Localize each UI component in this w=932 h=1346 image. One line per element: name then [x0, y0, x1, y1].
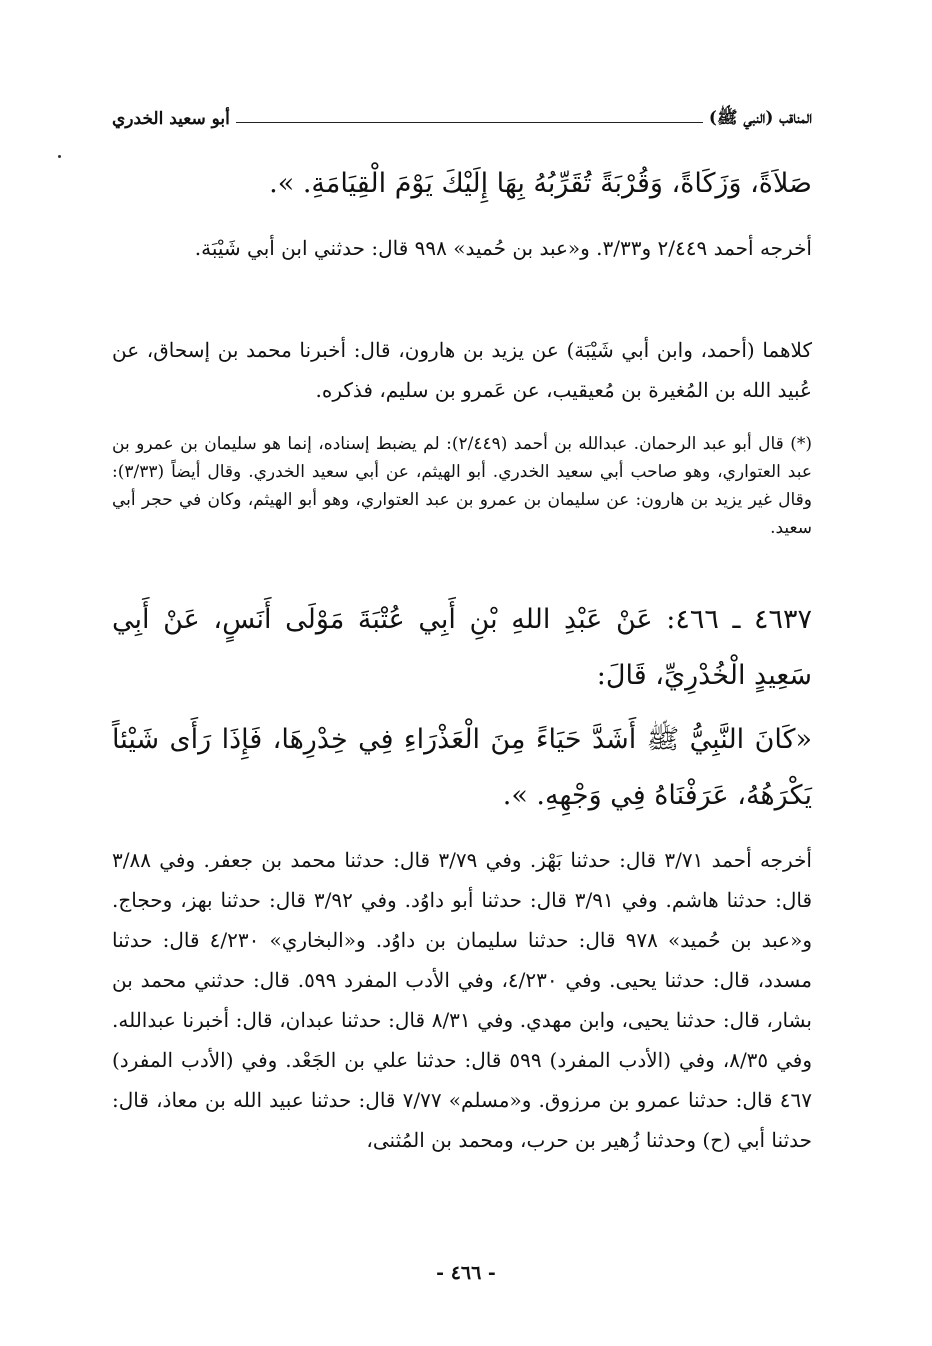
takhrij-paragraph-2: أخرجه أحمد ٣/٧١ قال: حدثنا بَهْز. وفي ٣/٧٩ قال: حدثنا محمد بن جعفر. وفي ٣/٨٨ قال: حدثنا هاشم. وفي ٣/٩١ قال: حدثنا أبو داوُد. وفي ٣/٩٢ قال: حدثنا بهز، وحجاج. و«عبد بن حُميد» ٩٧٨ قال: حدثنا سليمان بن داوُد. و«البخاري» ٤/٢٣٠ قال: حدثنا مسدد، قال: حدثنا يحيى. وفي ٤/٢٣٠، وفي الأدب المفرد ٥٩٩. قال: حدثني محمد بن بشار، قال: حدثنا يحيى، وابن مهدي. وفي ٨/٣١ قال: حدثنا عبدان، قال: أخبرنا عبدالله. وفي ٨/٣٥، وفي (الأدب المفرد) ٥٩٩ قال: حدثنا علي بن الجَعْد. وفي (الأدب المفرد) ٤٦٧ قال: حدثنا عمرو بن مرزوق. و«مسلم» ٧/٧٧ قال: حدثنا عبيد الله بن معاذ، قال: حدثنا أبي (ح) وحدثنا زُهير بن حرب، ومحمد بن المُثنى،	[112, 848, 813, 1152]
hadith-text: «كَانَ النَّبِيُّ ﷺ أَشَدَّ حَيَاءً مِنَ الْعَذْرَاءِ فِي خِدْرِهَا، فَإِذَا رَأَى شَيْئاً يَكْرَهُهُ، عَرَفْنَاهُ فِي وَجْهِهِ. ».	[112, 724, 812, 811]
header-rule	[236, 122, 703, 123]
footnote-paragraph: (*) قال أبو عبد الرحمان. عبدالله بن أحمد (٢/٤٤٩): لم يضبط إسناده، إنما هو سليمان بن عمرو بن عبد العتواري، وهو صاحب أبي سعيد الخدري. أبو الهيثم، عن أبي سعيد الخدري. وقال أيضاً (٣/٣٣): وقال غير يزيد بن هارون: عن سليمان بن عمرو بن عبد العتواري، وهو أبو الهيثم، وكان في حجر أبي سعيد.	[112, 434, 813, 538]
header-chapter-title: المناقب (النبي ﷺ)	[708, 107, 812, 128]
page-number: - ٤٦٦ -	[436, 1262, 496, 1284]
print-speck	[58, 155, 61, 158]
isnad-paragraph: كلاهما (أحمد، وابن أبي شَيْبَة) عن يزيد بن هارون، قال: أخبرنا محمد بن إسحاق، عن عُبيد الله بن المُغيرة بن مُعيقيب، عن عَمرو بن سليم، فذكره.	[112, 338, 812, 402]
hadith-text-ending: صَلاَةً، وَزَكَاةً، وَقُرْبَةً تُقَرِّبُهُ بِهَا إِلَيْكَ يَوْمَ الْقِيَامَةِ. ».	[269, 168, 812, 199]
hadith-heading: ٤٦٣٧ ـ ٤٦٦: عَنْ عَبْدِ اللهِ بْنِ أَبِي عُتْبَةَ مَوْلَى أَنَسٍ، عَنْ أَبِي سَعِيدٍ الْخُدْرِيِّ، قَالَ:	[112, 604, 812, 691]
header-companion-name: أبو سعيد الخدري	[112, 109, 230, 129]
takhrij-paragraph: أخرجه أحمد ٢/٤٤٩ و٣/٣٣. و«عبد بن حُميد» ٩٩٨ قال: حدثني ابن أبي شَيْبَة.	[194, 236, 812, 260]
running-header	[112, 104, 812, 134]
